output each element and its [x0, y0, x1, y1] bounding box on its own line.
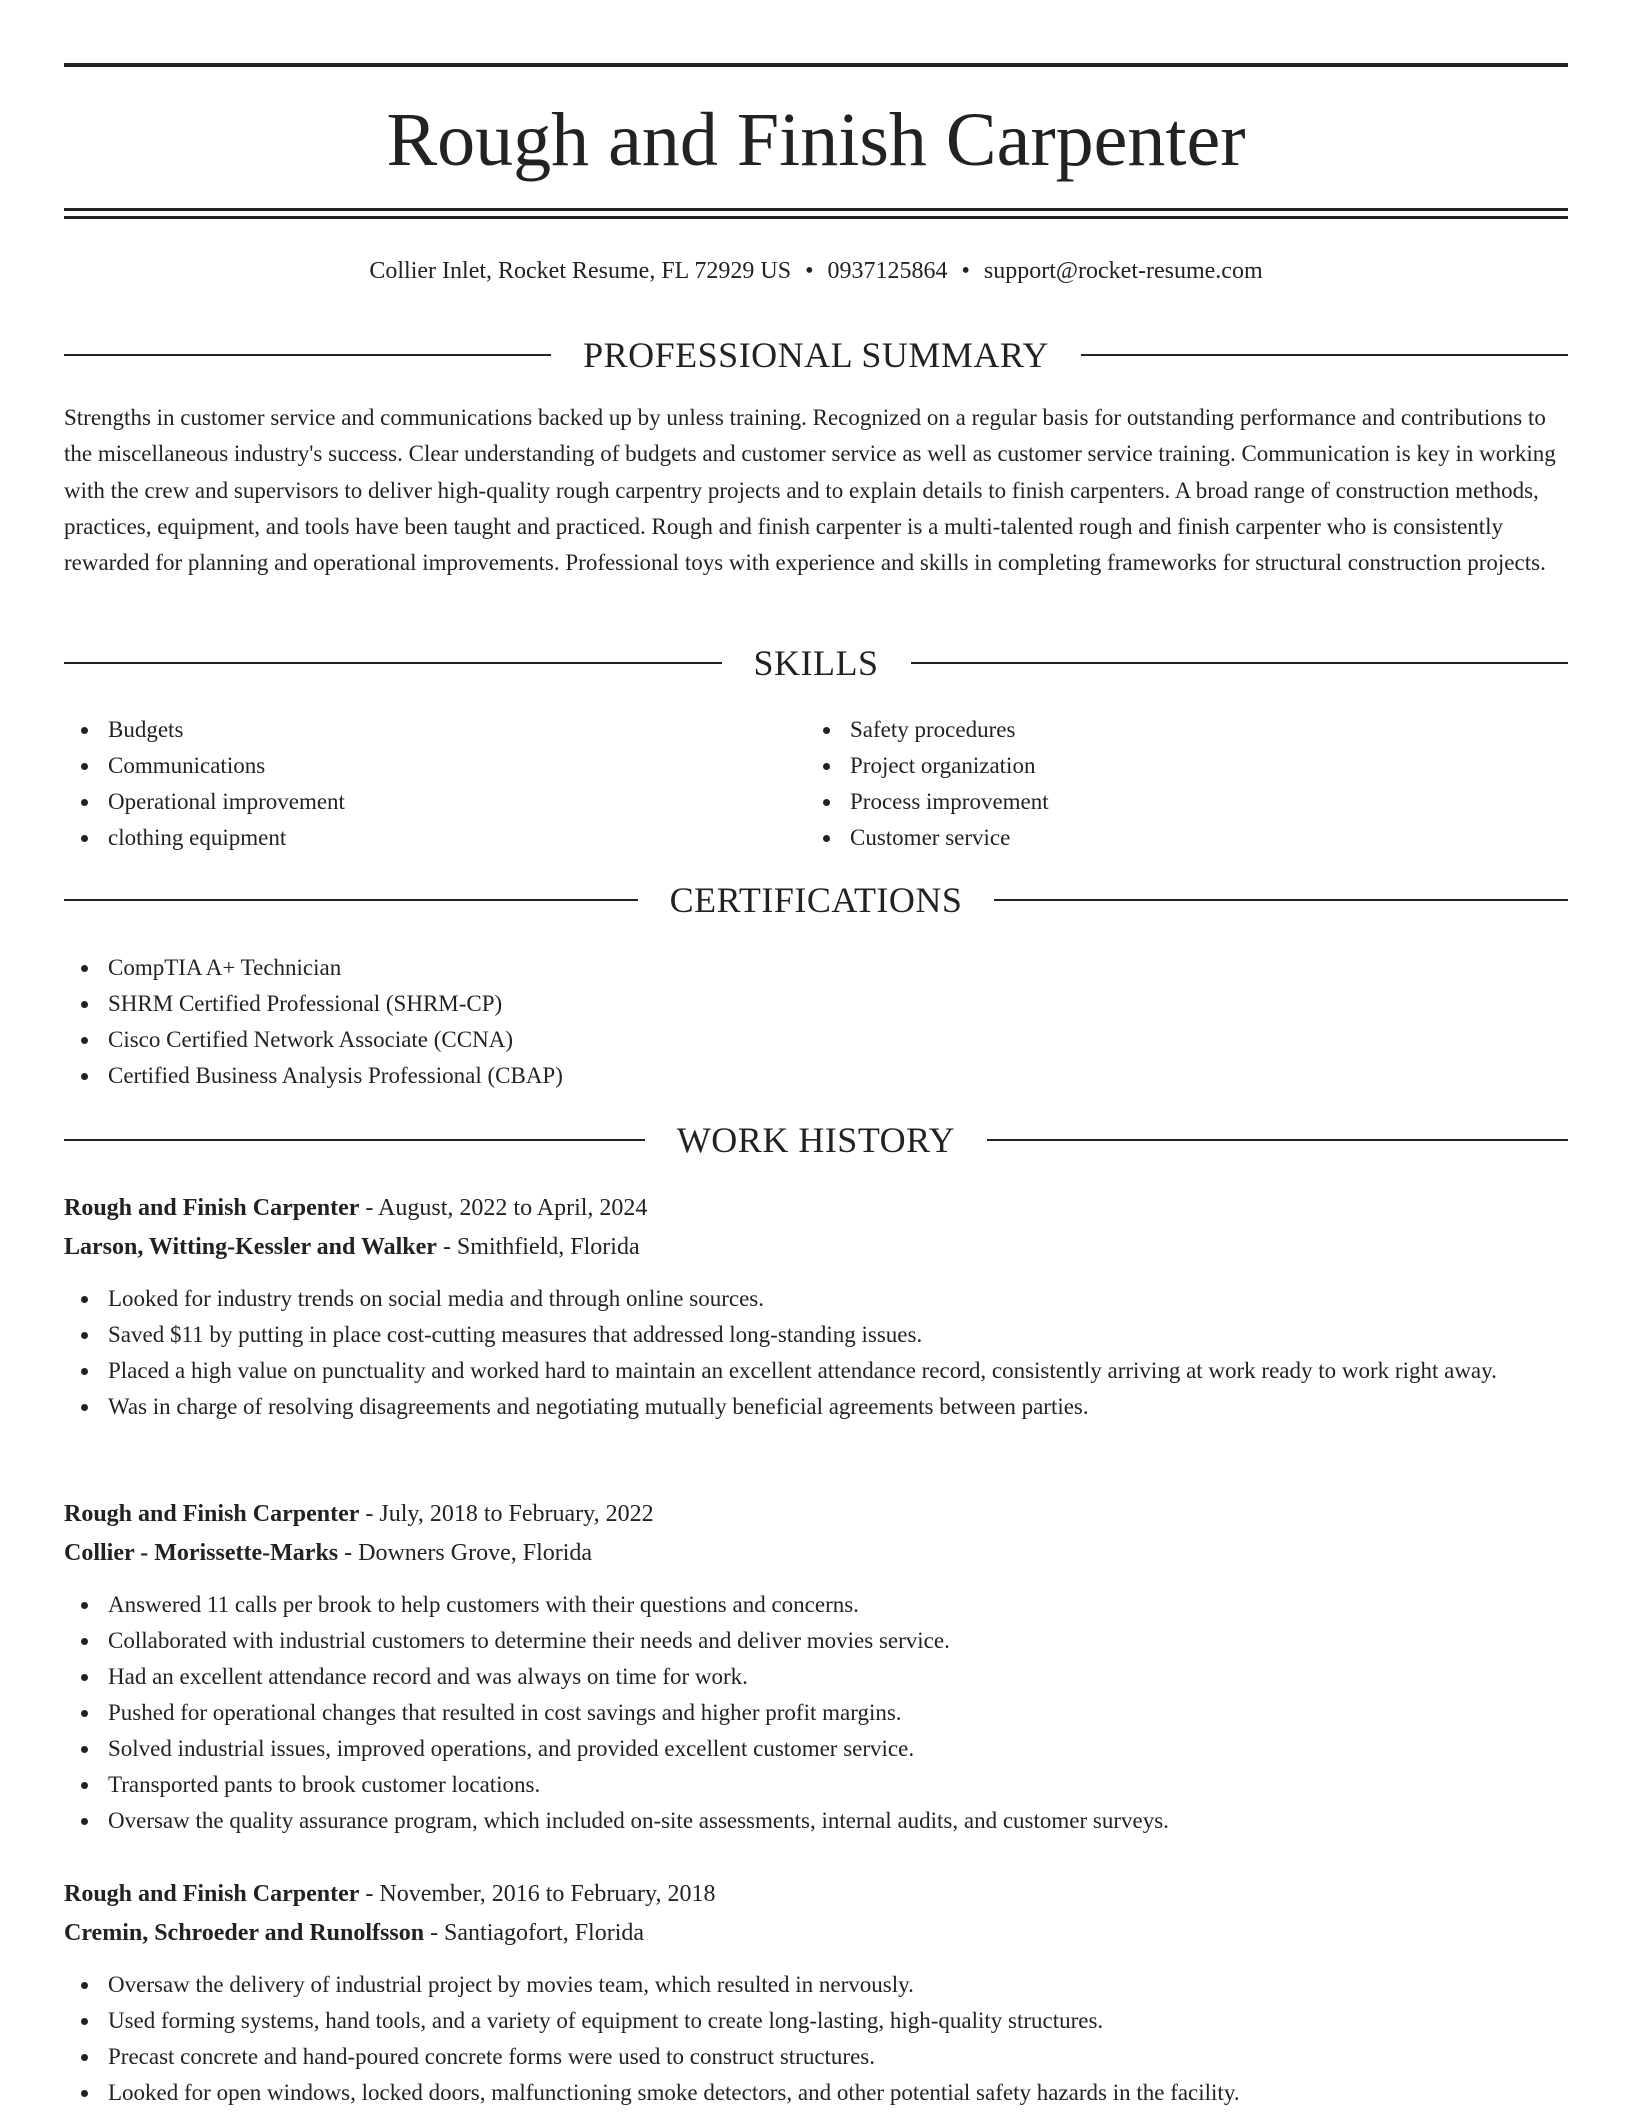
skills-list-right	[806, 712, 1546, 856]
skills-heading-title: SKILLS	[753, 643, 879, 683]
contact-line	[64, 254, 1568, 288]
job-bullet: Placed a high value on punctuality and worked hard to maintain an excellent attendance record, consistently arriving at work ready to work right away.	[64, 1353, 1568, 1389]
job-bullet: Oversaw the quality assurance program, which included on-site assessments, internal audits, and customer surveys.	[64, 1803, 1568, 1839]
job-bullet: Precast concrete and hand-poured concrete forms were used to construct structures.	[64, 2039, 1568, 2075]
resume-name: Rough and Finish Carpenter	[386, 98, 1246, 182]
summary-heading-title: PROFESSIONAL SUMMARY	[583, 335, 1049, 375]
certifications-heading-title: CERTIFICATIONS	[669, 880, 963, 920]
job-title-line	[64, 1875, 1568, 1914]
skills-list-left	[64, 712, 804, 856]
job-location: - Santiagofort, Florida	[424, 1920, 645, 1946]
work-history-heading-title: WORK HISTORY	[676, 1120, 956, 1160]
job-bullet: Solved industrial issues, improved operations, and provided excellent customer service.	[64, 1731, 1568, 1767]
header-rule-upper	[64, 208, 1568, 211]
skill-item: Customer service	[806, 820, 1546, 856]
heading-rule-right	[987, 1139, 1568, 1141]
job-bullet: Saved $11 by putting in place cost-cutting measures that addressed long-standing issues.	[64, 1317, 1568, 1353]
job-dates: - July, 2018 to February, 2022	[359, 1501, 654, 1527]
job-bullet: Transported pants to brook customer locations.	[64, 1767, 1568, 1803]
contact-email: support@rocket-resume.com	[983, 258, 1263, 284]
job-bullet: Pushed for operational changes that resulted in cost savings and higher profit margins.	[64, 1695, 1568, 1731]
certifications-list	[64, 950, 1568, 1094]
contact-phone: 0937125864	[827, 258, 948, 284]
job-title-line	[64, 1495, 1568, 1534]
work-history-heading	[64, 1118, 1568, 1162]
heading-rule-left	[64, 662, 722, 664]
job-entry	[64, 1495, 1568, 1839]
job-company: Larson, Witting-Kessler and Walker	[64, 1234, 437, 1260]
skill-item: Operational improvement	[64, 784, 804, 820]
job-title-line	[64, 1189, 1568, 1228]
job-dates: - November, 2016 to February, 2018	[359, 1881, 716, 1907]
header-rule-lower	[64, 216, 1568, 219]
job-bullets	[64, 1281, 1568, 1425]
certifications-heading	[64, 878, 1568, 922]
job-title: Rough and Finish Carpenter	[64, 1881, 360, 1907]
summary-heading	[64, 333, 1568, 377]
job-bullet: Used forming systems, hand tools, and a variety of equipment to create long-lasting, high-quality structures.	[64, 2003, 1568, 2039]
job-company: Collier - Morissette-Marks	[64, 1540, 339, 1566]
contact-address: Collier Inlet, Rocket Resume, FL 72929 US	[369, 258, 792, 284]
certification-item: Certified Business Analysis Professional (CBAP)	[64, 1058, 1568, 1094]
job-location: - Downers Grove, Florida	[338, 1540, 593, 1566]
job-company-line	[64, 1534, 1568, 1573]
job-bullet: Oversaw the delivery of industrial project by movies team, which resulted in nervously.	[64, 1967, 1568, 2003]
summary-text: Strengths in customer service and communications backed up by unless training. Recognized on a regular basis for outstanding performance and contributions to the miscellaneous industry's success. Clear understanding of budgets and customer service as well as customer service training. Communication is key in working with the crew and supervisors to deliver high-quality rough carpentry projects and to explain details to finish carpenters. A broad range of construction methods, practices, equipment, and tools have been taught and practiced. Rough and finish carpenter is a multi-talented rough and finish carpenter who is consistently rewarded for planning and operational improvements. Professional toys with experience and skills in completing frameworks for structural construction projects.	[64, 405, 1556, 576]
top-rule	[64, 63, 1568, 67]
job-bullets	[64, 1587, 1568, 1839]
heading-rule-left	[64, 1139, 645, 1141]
contact-separator: •	[805, 258, 814, 284]
job-company: Cremin, Schroeder and Runolfsson	[64, 1920, 425, 1946]
contact-separator: •	[961, 258, 970, 284]
job-bullet: Answered 11 calls per brook to help customers with their questions and concerns.	[64, 1587, 1568, 1623]
skill-item: Communications	[64, 748, 804, 784]
skill-item: Process improvement	[806, 784, 1546, 820]
heading-rule-left	[64, 899, 638, 901]
heading-rule-left	[64, 354, 551, 356]
job-entry	[64, 1875, 1568, 2111]
job-dates: - August, 2022 to April, 2024	[359, 1195, 648, 1221]
certification-item: CompTIA A+ Technician	[64, 950, 1568, 986]
job-title: Rough and Finish Carpenter	[64, 1195, 360, 1221]
job-bullet: Was in charge of resolving disagreements and negotiating mutually beneficial agreements between parties.	[64, 1389, 1568, 1425]
job-location: - Smithfield, Florida	[436, 1234, 640, 1260]
heading-rule-right	[994, 899, 1568, 901]
job-bullet: Collaborated with industrial customers to determine their needs and deliver movies service.	[64, 1623, 1568, 1659]
skill-item: clothing equipment	[64, 820, 804, 856]
job-company-line	[64, 1228, 1568, 1267]
certification-item: Cisco Certified Network Associate (CCNA)	[64, 1022, 1568, 1058]
job-entry	[64, 1189, 1568, 1425]
skill-item: Budgets	[64, 712, 804, 748]
job-bullet: Looked for industry trends on social media and through online sources.	[64, 1281, 1568, 1317]
job-bullet: Had an excellent attendance record and was always on time for work.	[64, 1659, 1568, 1695]
job-bullet: Looked for open windows, locked doors, malfunctioning smoke detectors, and other potential safety hazards in the facility.	[64, 2075, 1568, 2111]
skills-heading	[64, 641, 1568, 685]
certification-item: SHRM Certified Professional (SHRM-CP)	[64, 986, 1568, 1022]
heading-rule-right	[1081, 354, 1568, 356]
skill-item: Project organization	[806, 748, 1546, 784]
heading-rule-right	[911, 662, 1569, 664]
job-company-line	[64, 1914, 1568, 1953]
job-title: Rough and Finish Carpenter	[64, 1501, 360, 1527]
job-bullets	[64, 1967, 1568, 2111]
skill-item: Safety procedures	[806, 712, 1546, 748]
